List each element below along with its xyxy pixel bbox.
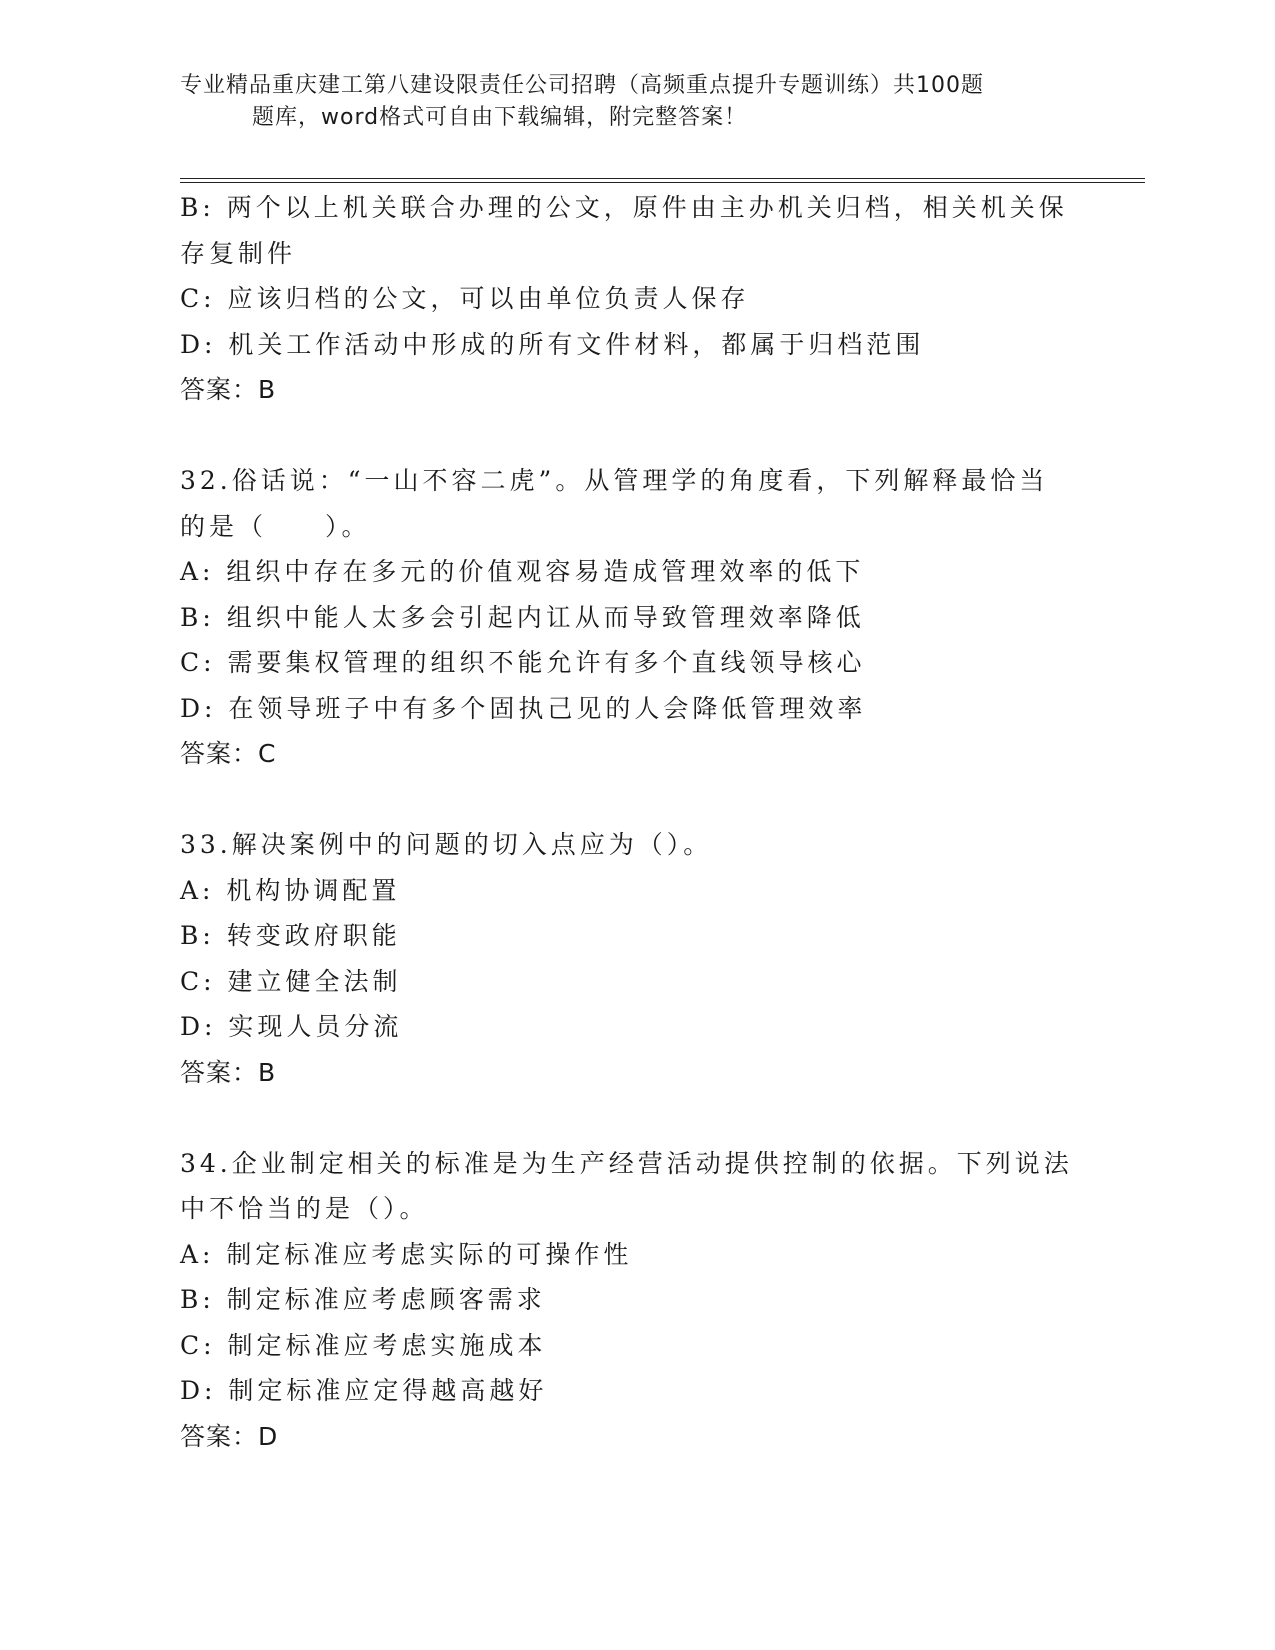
question-list (180, 185, 1080, 1459)
q34-stem-line-1: 34.企业制定相关的标准是为生产经营活动提供控制的依据。下列说法 (180, 1148, 1073, 1178)
header-title-line-1: 专业精品重庆建工第八建设限责任公司招聘（高频重点提升专题训练）共100题 (180, 73, 984, 98)
header-title-line-2: 题库，word格式可自由下载编辑，附完整答案！ (252, 105, 748, 130)
q34-answer: 答案：D (180, 1421, 279, 1451)
q34-option-d: D: 制定标准应定得越高越好 (180, 1376, 548, 1405)
question-33 (180, 822, 1080, 1095)
q34-option-b: B: 制定标准应考虑顾客需求 (180, 1285, 546, 1314)
spacer (180, 1095, 1080, 1141)
q34-option-c: C: 制定标准应考虑实施成本 (180, 1330, 547, 1360)
q34-stem-line-2: 中不恰当的是（）。 (180, 1194, 429, 1223)
header-rule-top (180, 178, 1145, 179)
q32-option-d: D: 在领导班子中有多个固执己见的人会降低管理效率 (180, 693, 867, 723)
q34-option-a: A: 制定标准应考虑实际的可操作性 (180, 1239, 633, 1269)
q32-option-b: B: 组织中能人太多会引起内讧从而导致管理效率降低 (180, 602, 865, 632)
q31-option-b-line-1: B: 两个以上机关联合办理的公文，原件由主办机关归档，相关机关保 (180, 193, 1068, 222)
q33-stem: 33.解决案例中的问题的切入点应为（）。 (180, 830, 713, 859)
q33-option-c: C: 建立健全法制 (180, 966, 402, 996)
q31-option-d: D: 机关工作活动中形成的所有文件材料，都属于归档范围 (180, 329, 925, 359)
question-32 (180, 458, 1080, 777)
q31-answer: 答案：B (180, 375, 277, 404)
q33-option-b: B: 转变政府职能 (180, 921, 401, 950)
document-header (180, 70, 1120, 134)
q33-answer: 答案：B (180, 1057, 277, 1087)
spacer (180, 413, 1080, 459)
question-31 (180, 185, 1080, 413)
q31-option-c: C: 应该归档的公文，可以由单位负责人保存 (180, 284, 750, 313)
q32-answer: 答案：C (180, 739, 277, 768)
q32-option-a: A: 组织中存在多元的价值观容易造成管理效率的低下 (180, 557, 865, 586)
q32-stem-line-1: 32.俗话说：“一山不容二虎”。从管理学的角度看，下列解释最恰当 (180, 466, 1049, 495)
q33-option-a: A: 机构协调配置 (180, 875, 401, 905)
q31-option-b-line-2: 存复制件 (180, 238, 297, 268)
q32-option-c: C: 需要集权管理的组织不能允许有多个直线领导核心 (180, 648, 866, 677)
q33-option-d: D: 实现人员分流 (180, 1012, 403, 1041)
header-rule-bottom (180, 182, 1145, 183)
spacer (180, 777, 1080, 823)
question-34 (180, 1141, 1080, 1460)
q32-stem-line-2: 的是（ ）。 (180, 511, 371, 541)
